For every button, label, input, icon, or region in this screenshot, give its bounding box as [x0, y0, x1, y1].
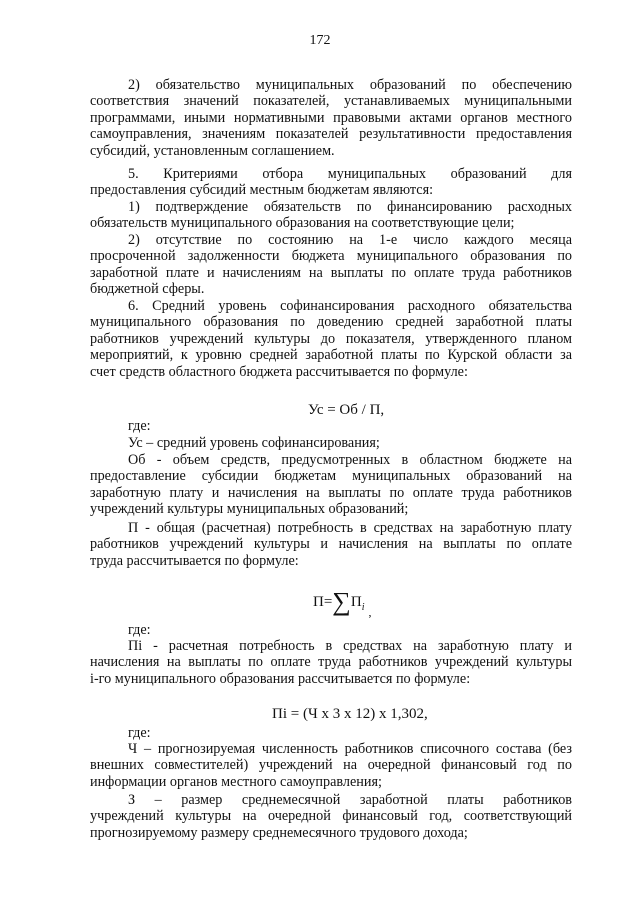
text-line: З – размер среднемесячной заработной платы работников: [128, 792, 572, 808]
paragraph-6: [90, 298, 572, 380]
formula-comma: ,: [368, 605, 372, 619]
text-line: 1) подтверждение обязательств по финансированию расходных: [128, 199, 572, 215]
text-line: учреждений культуры на очередной финансовый год, соответствующий: [90, 808, 572, 825]
text-line: 5. Критериями отбора муниципальных образований для: [128, 166, 572, 182]
text-line: 2) отсутствие по состоянию на 1-е число каждого месяца: [128, 232, 572, 248]
formula-term: П: [350, 594, 362, 610]
definition-p: [90, 520, 572, 569]
text-line: программами, иными нормативными правовыми актами органов местного: [90, 109, 572, 126]
text-line: соответствия значений показателей, устанавливаемых муниципальными: [90, 93, 572, 110]
where-label: где:: [128, 725, 151, 741]
text-line: бюджетной сферы.: [90, 281, 205, 298]
text-line: муниципального образования по доведению средней заработной платы: [90, 314, 572, 331]
text-line: учреждений культуры муниципальных образований;: [90, 501, 409, 518]
formula-uc: Ус = Об / П,: [308, 402, 385, 418]
text-line: просроченной задолженности бюджета муниципального образования по: [90, 248, 572, 265]
text-line: заработную плату и начисления на выплаты по оплате труда работников: [90, 484, 572, 501]
definition-ob: [90, 452, 572, 518]
text-line: Ч – прогнозируемая численность работников списочного состава (без: [128, 741, 572, 757]
definition-pi: [90, 638, 572, 687]
text-line: счет средств областного бюджета рассчитывается по формуле:: [90, 363, 468, 380]
text-line: информации органов местного самоуправления;: [90, 773, 382, 790]
text-line: обязательств муниципального образования на соответствующие цели;: [90, 215, 515, 232]
formula-pi: Пi = (Ч х 3 х 12) х 1,302,: [272, 706, 428, 722]
text-line: Пi - расчетная потребность в средствах на заработную плату и: [128, 638, 572, 654]
text-line: работников учреждений культуры и начисления на выплаты по оплате: [90, 536, 572, 553]
text-line: Ус – средний уровень софинансирования;: [128, 435, 380, 451]
definition-uc: [90, 435, 572, 451]
text-line: субсидий, установленным соглашением.: [90, 142, 335, 159]
where-label: где:: [128, 622, 151, 638]
where-label: где:: [128, 418, 151, 434]
formula-p-sum: [313, 587, 371, 620]
formula-subscript: i: [361, 602, 365, 613]
text-line: предоставление субсидии бюджетам муниципальных образований на: [90, 468, 572, 485]
paragraph-criteria-1: [90, 199, 572, 232]
text-line: мероприятий, к уровню средней заработной платы по Курской области за: [90, 347, 572, 364]
formula-lhs: П=: [313, 594, 333, 610]
paragraph-item-2: [90, 77, 572, 159]
definition-z: [90, 792, 572, 841]
text-line: работников учреждений культуры до показателя, утвержденного планом: [90, 330, 572, 347]
text-line: 2) обязательство муниципальных образований по обеспечению: [128, 77, 572, 93]
text-line: внешних совместителей) учреждений на очередной финансовый год по: [90, 757, 572, 774]
text-line: предоставления субсидий местным бюджетам являются:: [90, 182, 434, 199]
text-line: i-го муниципального образования рассчитывается по формуле:: [90, 670, 471, 687]
definition-ch: [90, 741, 572, 790]
text-line: начисления на выплаты по оплате труда работников учреждений культуры: [90, 654, 572, 671]
text-line: труда рассчитывается по формуле:: [90, 552, 299, 569]
paragraph-5: [90, 166, 572, 199]
text-line: самоуправления, значениям показателей результативности предоставления: [90, 126, 572, 143]
text-line: 6. Средний уровень софинансирования расходного обязательства: [128, 298, 572, 314]
paragraph-criteria-2: [90, 232, 572, 298]
page-number: 172: [309, 33, 331, 48]
text-line: Об - объем средств, предусмотренных в областном бюджете на: [128, 452, 572, 468]
text-line: прогнозируемому размеру среднемесячного трудового дохода;: [90, 824, 468, 841]
sigma-symbol: ∑: [332, 587, 351, 616]
text-line: П - общая (расчетная) потребность в средствах на заработную плату: [128, 520, 572, 536]
text-line: заработной плате и начислениям на выплаты по оплате труда работников: [90, 264, 572, 281]
